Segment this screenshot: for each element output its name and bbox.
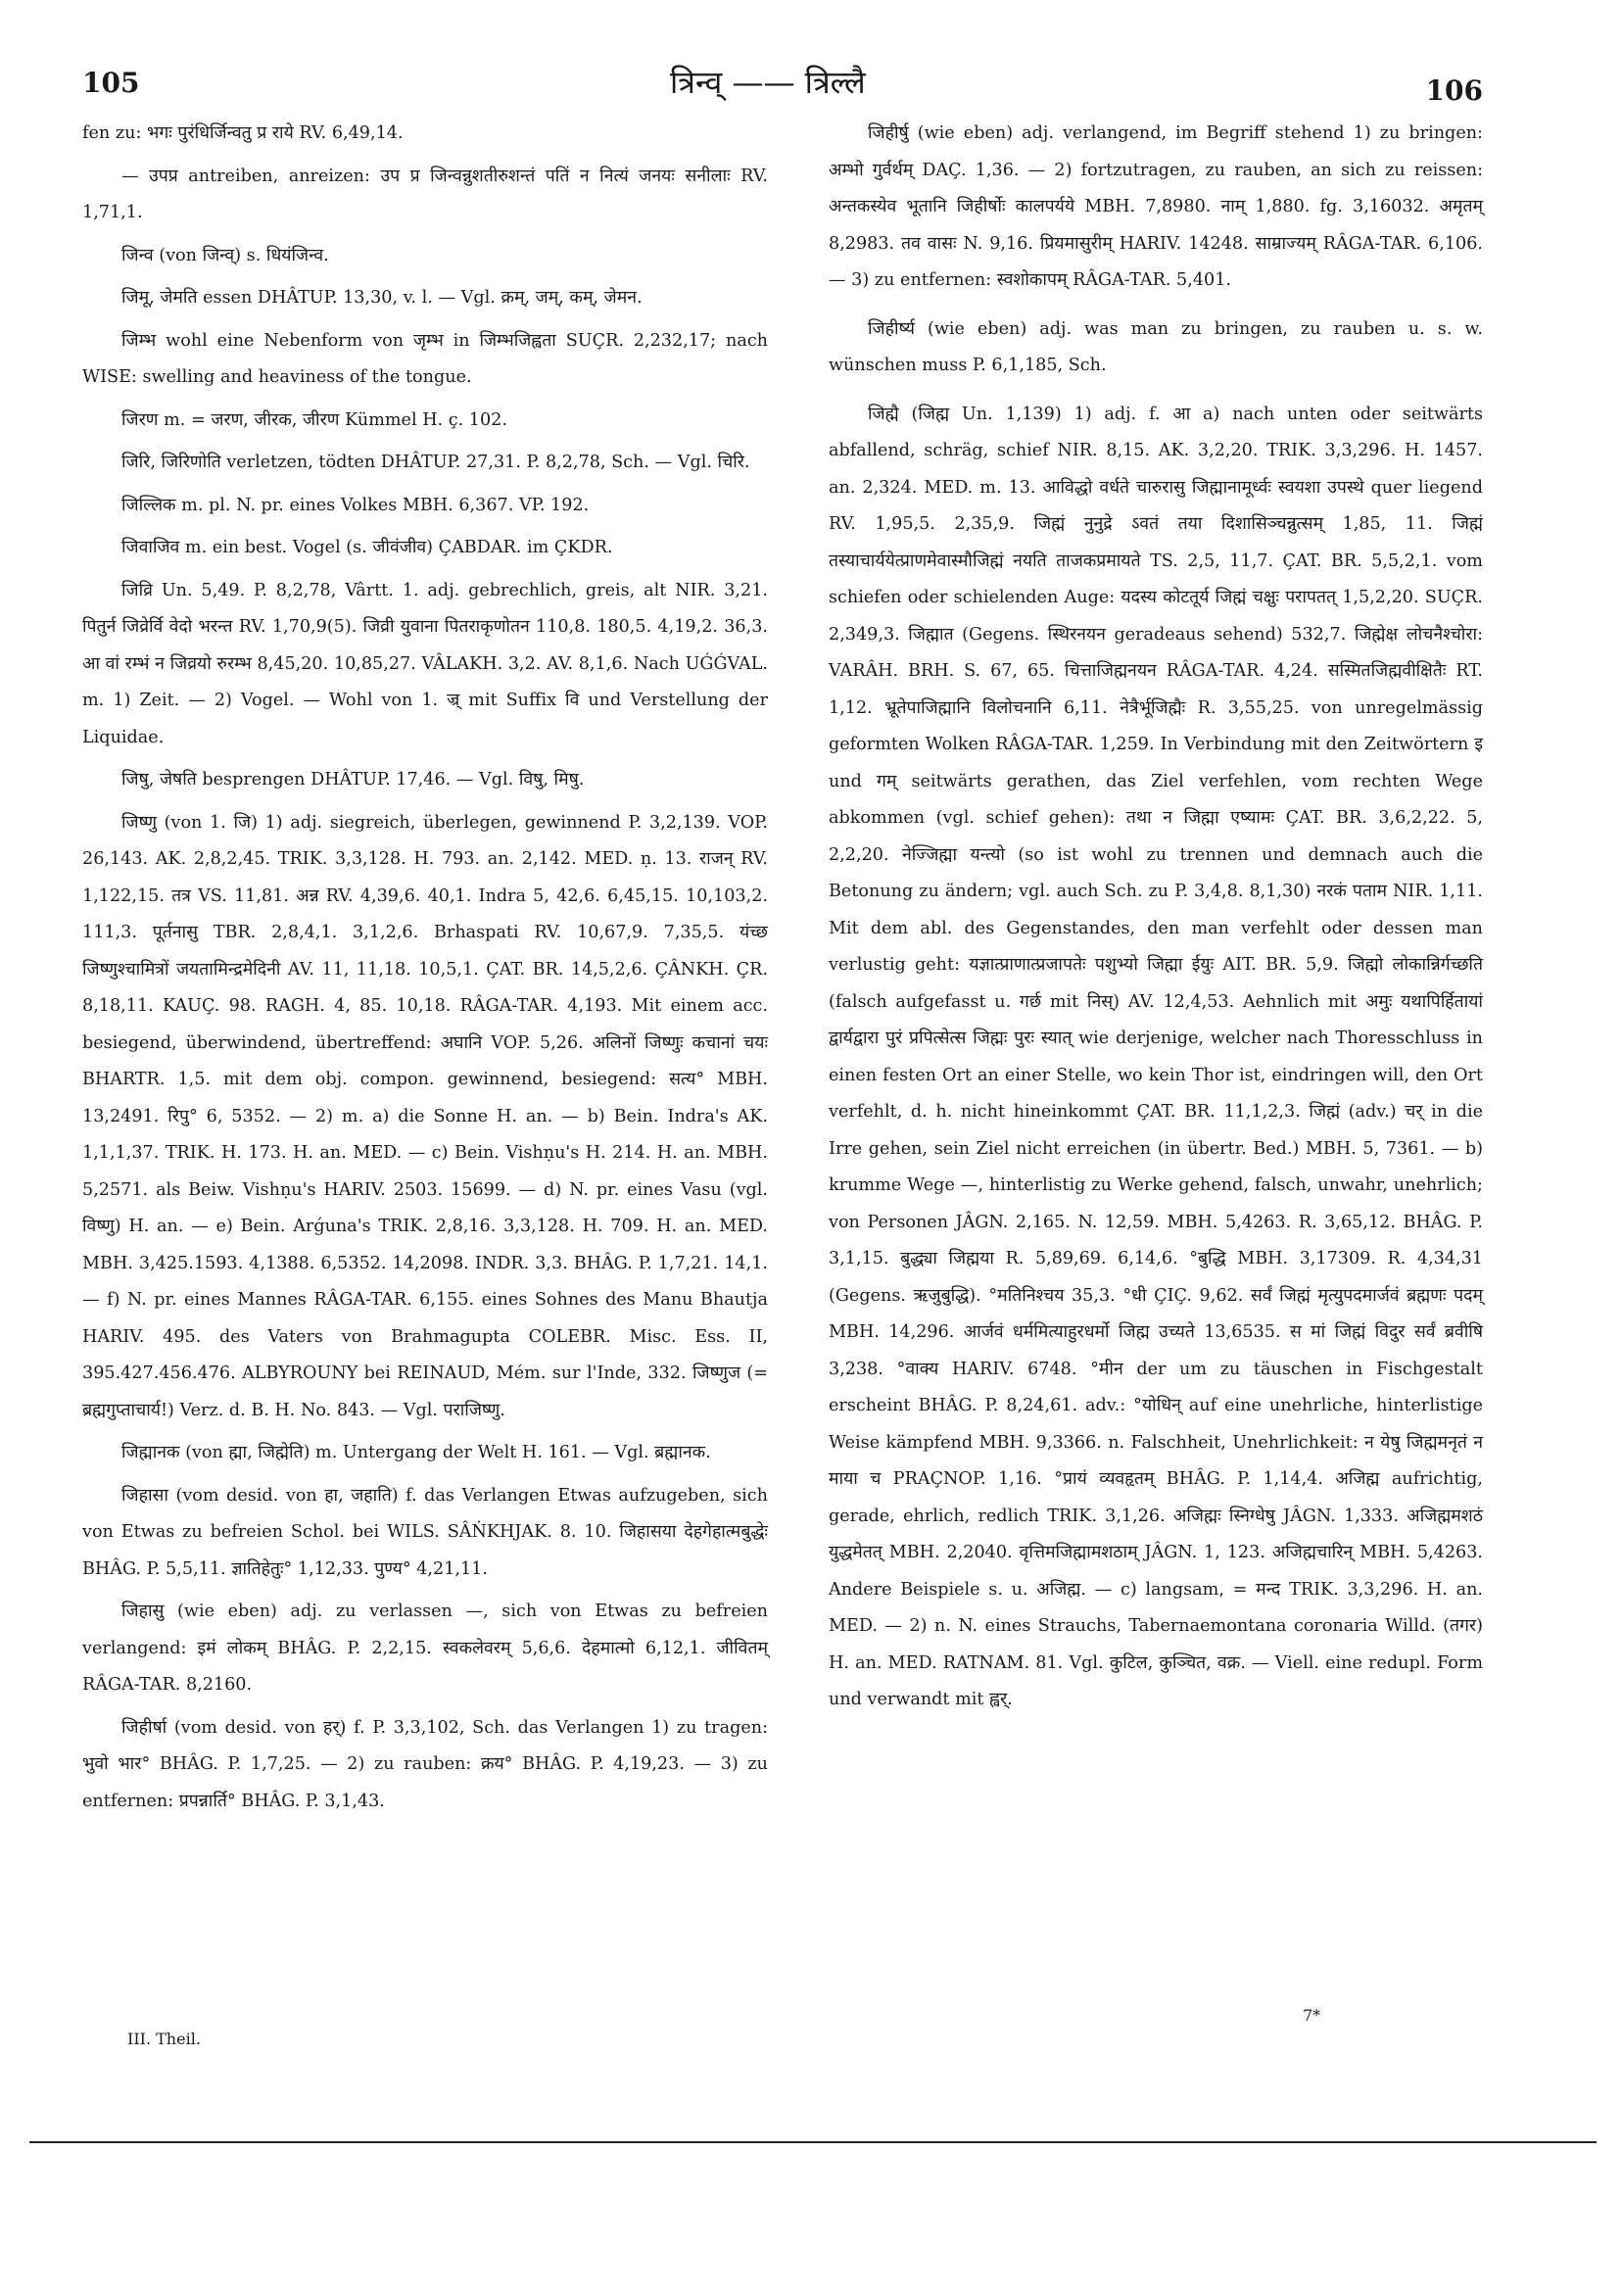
entry-paragraph: — उपप्र antreiben, anreizen: उप प्र जिन्वन्नुशतीरुशन्तं पतिं न नित्यं जनयः सनीलाः RV. 1,71,1. [82,166,768,222]
entry-jirana: जिरण m. = जरण, जीरक, जीरण Kümmel H. ç. 102. [121,409,507,430]
entry-jinva: जिन्व (von जिन्व्) s. धियंजिन्व. [121,245,329,265]
entry-jihirshu: जिहीर्षु (wie eben) adj. verlangend, im Begriff stehend 1) zu bringen: अम्भो गुर्वर्थम् DAÇ. 1,36. — 2) fortzutragen, zu rauben, an sich zu reissen: अन्तकस्येव भूतानि जिहीर्षोः कालपर्यये MBH. 7,8980. नाम् 1,880. fg. 3,16032. अमृतम् 8,2983. तव वासः N. 9,16. प्रियमासुरीम् HARIV. 14248. साम्राज्यम् RÂGA-TAR. 6,106. — 3) zu entfernen: स्वशोकापम् RÂGA-TAR. 5,401. [829,123,1483,290]
entry-jillika: जिल्लिक m. pl. N. pr. eines Volkes MBH. 6,367. VP. 192. [121,495,590,515]
entry-jim: जिमू, जेमति essen DHÂTUP. 13,30, v. l. — Vgl. क्रम्, जम्, कम्, जेमन. [121,288,643,308]
entry-jivri: जिव्रि Un. 5,49. P. 8,2,78, Vârtt. 1. adj. gebrechlich, greis, alt NIR. 3,21. पितुर्न जिव्रेर्वि वेदो भरन्त RV. 1,70,9(5). जिव्री युवाना पितराकृणोतन 110,8. 180,5. 4,19,2. 36,3. आ वां रम्भं न जिव्रयो रुरम्भ 8,45,20. 10,85,27. VÂLAKH. 3,2. AV. 8,1,6. Nach UǴǴVAL. m. 1) Zeit. — 2) Vogel. — Wohl von 1. ज्र् mit Suffix वि und Verstellung der Liquidae. [82,580,768,747]
entry-continuation: fen zu: भगः पुरंधिर्जिन्वतु प्र राये RV. 6,49,14. [82,123,404,143]
entry-jiri: जिरि, जिरिणोति verletzen, tödten DHÂTUP. 27,31. P. 8,2,78, Sch. — Vgl. चिरि. [121,453,750,472]
entry-jish: जिषु, जेषति besprengen DHÂTUP. 17,46. — Vgl. विषु, मिषु. [121,770,585,789]
entry-jihirsha: जिहीर्षा (vom desid. von हर्) f. P. 3,3,102, Sch. das Verlangen 1) zu tragen: भुवो भार° BHÂG. P. 1,7,25. — 2) zu rauben: क्रय° BHÂG. P. 4,19,23. — 3) zu entfernen: प्रपन्नार्ति° BHÂG. P. 3,1,43. [82,1717,768,1811]
entry-jihirshya: जिहीर्ष्य (wie eben) adj. was man zu bringen, zu rauben u. s. w. wünschen muss P. 6,1,185, Sch. [829,318,1483,375]
entry-jivajiva: जिवाजिव m. ein best. Vogel (s. जीवंजीव) ÇABDAR. im ÇKDR. [121,538,613,557]
entry-jihasa: जिहासा (vom desid. von हा, जहाति) f. das Verlangen Etwas aufzugeben, sich von Etwas zu befreien Schol. bei WILS. SÂṄKHJAK. 8. 10. जिहासया देहगेहात्मबुद्धेः BHÂG. P. 5,5,11. ज्ञातिहेतुः° 1,12,33. पुण्य° 4,21,11. [82,1485,768,1579]
volume-label: III. Theil. [127,2030,201,2048]
left-column [82,116,768,1820]
entry-jishnu: जिष्णु (von 1. जि) 1) adj. siegreich, überlegen, gewinnend P. 3,2,139. VOP. 26,143. AK. 2,8,2,45. TRIK. 3,3,128. H. 793. an. 2,142. MED. ṇ. 13. राजन् RV. 1,122,15. तत्र VS. 11,81. अन्न RV. 4,39,6. 40,1. Indra 5, 42,6. 6,45,15. 10,103,2. 111,3. पूर्तनासु TBR. 2,8,4,1. 3,1,2,6. Brhaspati RV. 10,67,9. 7,35,5. यंच्छ जिष्णुश्चामित्रों जयतामिन्द्रमेदिनी AV. 11, 11,18. 10,5,1. ÇAT. BR. 14,5,2,6. ÇÂNKH. ÇR. 8,18,11. KAUÇ. 98. RAGH. 4, 85. 10,18. RÂGA-TAR. 4,193. Mit einem acc. besiegend, überwindend, übertreffend: अघानि VOP. 5,26. अलिनों जिष्णुः कचानां चयः BHARTR. 1,5. mit dem obj. compon. gewinnend, besiegend: सत्य° MBH. 13,2491. रिपु° 6, 5352. — 2) m. a) die Sonne H. an. — b) Bein. Indra's AK. 1,1,1,37. TRIK. H. 173. H. an. MED. — c) Bein. Vishṇu's H. 214. H. an. MBH. 5,2571. als Beiw. Vishṇu's HARIV. 2503. 15699. — d) N. pr. eines Vasu (vgl. विष्णु) H. an. — e) Bein. Arǵuna's TRIK. 2,8,16. 3,3,128. H. 709. H. an. MED. MBH. 3,425.1593. 4,1388. 6,5352. 14,2098. INDR. 3,3. BHÂG. P. 1,7,21. 14,1. — f) N. pr. eines Mannes RÂGA-TAR. 6,155. eines Sohnes des Manu Bhautja HARIV. 495. des Vaters von Brahmagupta COLEBR. Misc. Ess. II, 395.427.456.476. ALBYROUNY bei REINAUD, Mém. sur l'Inde, 332. जिष्णुज (= ब्रह्मगुप्ताचार्य!) Verz. d. B. H. No. 843. — Vgl. पराजिष्णु. [82,812,768,1420]
right-column [829,116,1483,1719]
entry-jimbha: जिम्भ wohl eine Nebenform von जृम्भ in जिम्भजिह्वता SUÇR. 2,232,17; nach WISE: swelling and heaviness of the tongue. [82,330,768,387]
page-number-left: 105 [82,67,140,99]
signature-mark: 7* [1303,2006,1321,2025]
page-number-right: 106 [1425,74,1483,107]
running-head: त्रिन्व् —— त्रिल्लै [670,64,866,101]
bottom-rule [29,2141,1597,2143]
page-header [82,61,1483,110]
entry-jihasu: जिहासु (wie eben) adj. zu verlassen —, sich von Etwas zu befreien verlangend: इमं लोकम् BHÂG. P. 2,2,15. स्वकलेवरम् 5,6,6. देहमात्मो 6,12,1. जीवितम् RÂGA-TAR. 8,2160. [82,1602,768,1695]
entry-jihma: जिह्मै (जिह्म Un. 1,139) 1) adj. f. आ a) nach unten oder seitwärts abfallend, schräg, schief NIR. 8,15. AK. 3,2,20. TRIK. 3,3,296. H. 1457. an. 2,324. MED. m. 13. आविद्धो वर्धते चारुरासु जिह्मानामूर्ध्वः स्वयशा उपस्थे quer liegend RV. 1,95,5. 2,35,9. जिह्मं नुनुद्रे ऽवतं तया दिशासिञ्चन्नुत्सम् 1,85, 11. जिह्मं तस्याचार्ययेत्प्राणमेवास्मौजिह्मं नयति ताजकप्रमायते TS. 2,5, 11,7. ÇAT. BR. 5,5,2,1. vom schiefen oder schielenden Auge: यदस्य कोटतूर्य जिह्मं चक्षुः परापतत् 1,5,2,20. SUÇR. 2,349,3. जिह्मात (Gegens. स्थिरनयन geradeaus sehend) 532,7. जिह्मेक्ष लोचनैश्चोरा: VARÂH. BRH. S. 67, 65. चित्ताजिह्मनयन RÂGA-TAR. 4,24. सस्मितजिह्मवीक्षितैः RT. 1,12. भ्रूतेपाजिह्मानि विलोचनानि 6,11. नेत्रैर्भूजिह्मैः R. 3,55,25. von unregelmässig geformten Wolken RÂGA-TAR. 1,259. In Verbindung mit den Zeitwörtern इ und गम् seitwärts gerathen, das Ziel verfehlen, vom rechten Wege abkommen (vgl. schief gehen): तथा न जिह्मा एष्यामः ÇAT. BR. 3,6,2,22. 5, 2,2,20. नेज्जिह्मा यन्त्यो (so ist wohl zu trennen und demnach auch die Betonung zu ändern; vgl. auch Sch. zu P. 3,4,8. 8,1,30) नरकं पताम NIR. 1,11. Mit dem abl. des Gegenstandes, den man verfehlt oder dessen man verlustig geht: यज्ञात्प्राणात्प्रजापतेः पशुभ्यो जिह्मा ईयुः AIT. BR. 5,9. जिह्मो लोकान्निर्गच्छति (falsch aufgefasst u. गर्छ mit निस्) AV. 12,4,53. Aehnlich mit अमुः यथापिर्हितायां द्वार्यद्वारा पुरं प्रपित्सेत्स जिह्मः पुरः स्यात् wie derjenige, welcher nach Thoresschluss in einen festen Ort an einer Stelle, wo kein Thor ist, eindringen will, den Ort verfehlt, d. h. nicht hineinkommt ÇAT. BR. 11,1,2,3. जिह्मं (adv.) चर् in die Irre gehen, sein Ziel nicht erreichen (in übertr. Bed.) MBH. 5, 7361. — b) krumme Wege —, hinterlistig zu Werke gehend, falsch, unwahr, unehrlich; von Personen JÂGN. 2,165. N. 12,59. MBH. 5,4263. R. 3,65,12. BHÂG. P. 3,1,15. बुद्ध्या जिह्मया R. 5,89,69. 6,14,6. °बुद्धि MBH. 3,17309. R. 4,34,31 (Gegens. ऋजुबुद्धि). °मतिनिश्चय 35,3. °धी ÇIÇ. 9,62. सर्वं जिह्मं मृत्युपदमार्जवं ब्रह्मणः पदम् MBH. 14,296. आर्जवं धर्ममित्याहुरधर्मो जिह्म उच्यते 13,6535. स मां जिह्मं विदुर सर्वं ब्रवीषि 3,238. °वाक्य HARIV. 6748. °मीन der um zu täuschen in Fischgestalt erscheint BHÂG. P. 8,24,61. adv.: °योधिन् auf eine unehrliche, hinterlistige Weise kämpfend MBH. 9,3366. n. Falschheit, Unehrlichkeit: न येषु जिह्ममनृतं न माया च PRAÇNOP. 1,16. °प्रायं व्यवहृतम् BHÂG. P. 1,14,4. अजिह्म aufrichtig, gerade, ehrlich, redlich TRIK. 3,1,26. अजिह्मः स्निग्धेषु JÂGN. 1,333. अजिह्ममशठं युद्धमेतत् MBH. 2,2040. वृत्तिमजिह्मामशठाम् JÂGN. 1, 123. अजिह्मचारिन् MBH. 5,4263. Andere Beispiele s. u. अजिह्म. — c) langsam, = मन्द TRIK. 3,3,296. H. an. MED. — 2) n. N. eines Strauchs, Tabernaemontana coronaria Willd. (तगर) H. an. MED. RATNAM. 81. Vgl. कुटिल, कुञ्चित, वक्र. — Viell. eine redupl. Form und verwandt mit ह्वर्. [829,404,1483,1709]
entry-jihmanaka: जिह्मानक (von ह्मा, जिह्मेति) m. Untergang der Welt H. 161. — Vgl. ब्रह्मानक. [121,1443,711,1462]
